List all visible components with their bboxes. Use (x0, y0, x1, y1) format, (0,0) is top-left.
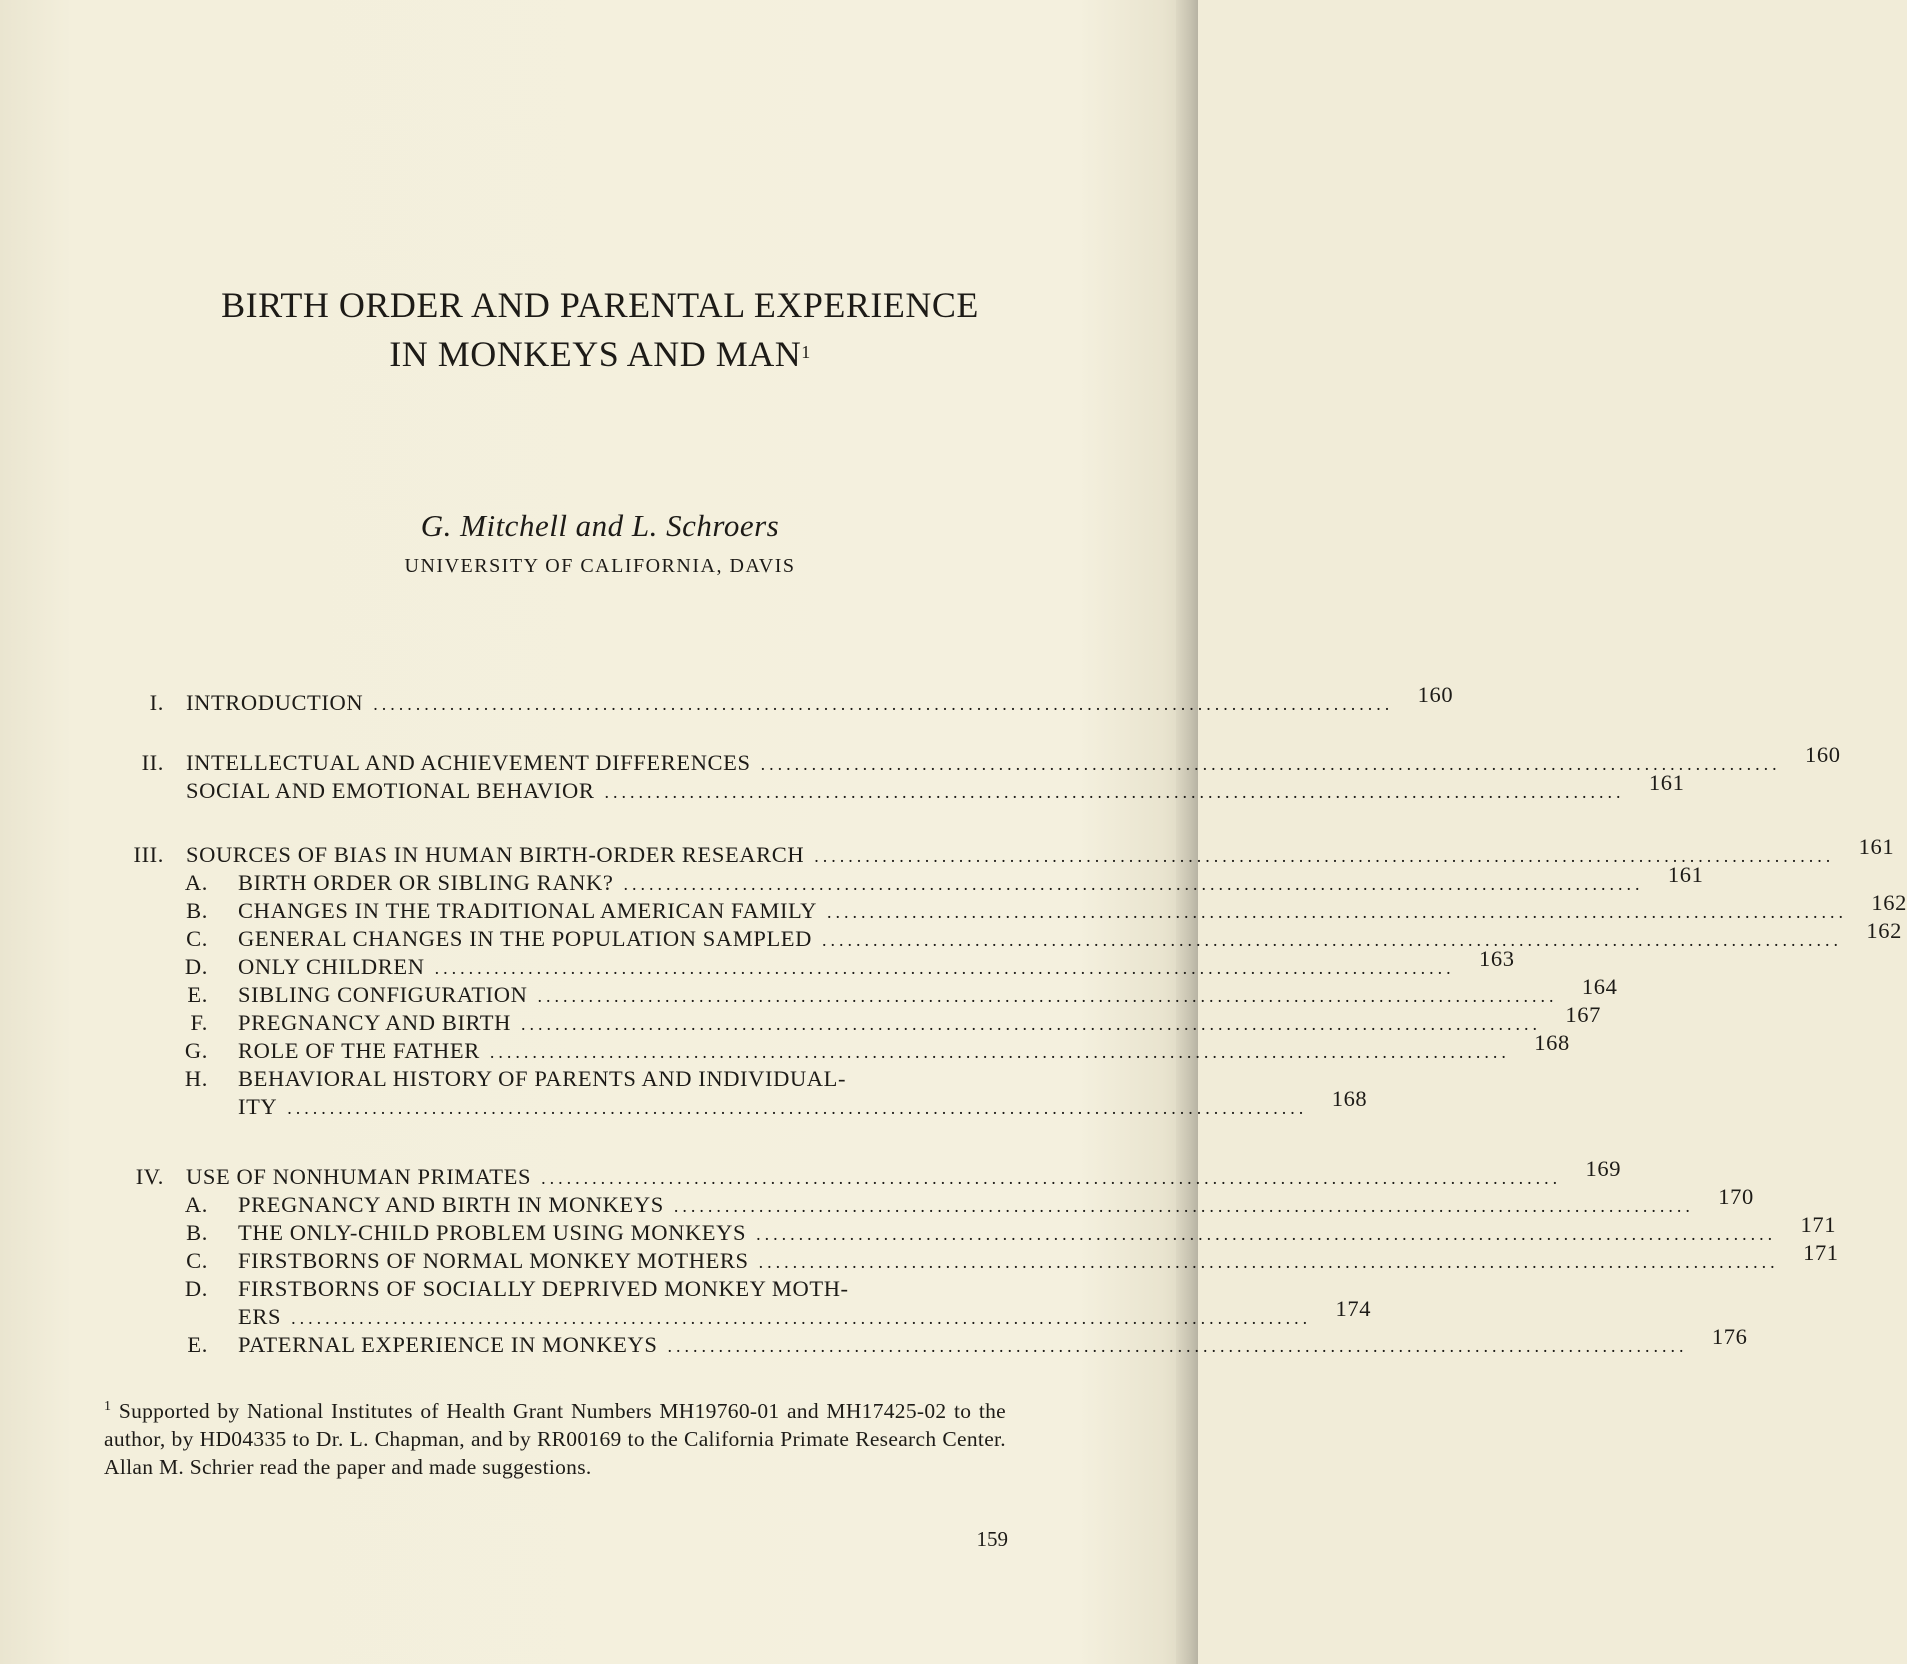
toc-leader-dots: ........................................................................................................................ (541, 1168, 1562, 1188)
toc-entry-page: 162 (1866, 918, 1902, 943)
toc-entry-number: H. (184, 1066, 208, 1091)
toc-entry-title: ONLY CHILDREN (238, 954, 425, 979)
toc-entry-page: 168 (1534, 1030, 1570, 1055)
title-line-2 (100, 328, 1100, 380)
toc-entry (124, 918, 1902, 956)
toc-leader-dots: ........................................................................................................................ (623, 874, 1644, 894)
toc-entry-number: A. (184, 870, 208, 895)
toc-entry-label (186, 742, 1841, 776)
toc-entry-label (186, 1156, 1622, 1190)
toc-entry-title: BIRTH ORDER OR SIBLING RANK? (238, 870, 614, 895)
toc-entry-title: PREGNANCY AND BIRTH IN MONKEYS (238, 1192, 664, 1217)
page-number: 159 (976, 1527, 1008, 1551)
toc-entry-title: SIBLING CONFIGURATION (238, 982, 528, 1007)
toc-entry-title: THE ONLY-CHILD PROBLEM USING MONKEYS (238, 1220, 747, 1245)
toc-entry-title: INTELLECTUAL AND ACHIEVEMENT DIFFERENCES (186, 750, 751, 775)
toc-entry-title: USE OF NONHUMAN PRIMATES (186, 1164, 532, 1189)
toc-entry-label (238, 1212, 1837, 1246)
toc-leader-dots: ........................................................................................................................ (814, 846, 1835, 866)
footnote-mark: 1 (104, 1399, 112, 1414)
toc-entry-label (238, 862, 1704, 896)
toc-entry-title: CHANGES IN THE TRADITIONAL AMERICAN FAMILY (238, 898, 817, 923)
toc-leader-dots: ........................................................................................................................ (489, 1042, 1510, 1062)
toc-entry (124, 862, 1704, 900)
toc-entry-number: D. (184, 1276, 208, 1301)
toc-entry (124, 890, 1907, 928)
toc-entry-label (238, 1240, 1839, 1274)
toc-entry-label (186, 834, 1895, 868)
toc-entry-number: D. (184, 954, 208, 979)
toc-leader-dots: ........................................................................................................................ (756, 1224, 1777, 1244)
toc-entry (124, 682, 1454, 720)
toc-leader-dots: ........................................................................................................................ (373, 694, 1394, 714)
toc-entry (124, 1030, 1570, 1068)
toc-entry (124, 834, 1895, 872)
toc-entry (124, 1296, 1372, 1334)
toc-entry-title: BEHAVIORAL HISTORY OF PARENTS AND INDIVIDUAL- (238, 1066, 847, 1091)
toc-leader-dots: ........................................................................................................................ (537, 986, 1558, 1006)
toc-leader-dots: ........................................................................................................................ (758, 1252, 1779, 1272)
toc-entry-label (238, 1066, 950, 1092)
toc-leader-dots: ........................................................................................................................ (821, 930, 1842, 950)
toc-entry-number: A. (184, 1192, 208, 1217)
toc-entry (124, 1002, 1601, 1040)
authors: G. Mitchell and L. Schroers (420, 508, 780, 543)
toc-leader-dots: ........................................................................................................................ (667, 1336, 1688, 1356)
toc-entry-label (238, 1086, 1368, 1120)
title-footnote-mark: 1 (801, 342, 811, 362)
toc-entry-title: SOURCES OF BIAS IN HUMAN BIRTH-ORDER RESEARCH (186, 842, 805, 867)
toc-entry (124, 946, 1515, 984)
toc-entry (124, 770, 1685, 808)
toc-entry-page: 171 (1803, 1240, 1839, 1265)
toc-entry-title: PATERNAL EXPERIENCE IN MONKEYS (238, 1332, 658, 1357)
toc-entry-label (238, 1276, 950, 1302)
toc-entry-page: 176 (1711, 1324, 1748, 1349)
toc-entry-number: IV. (135, 1164, 164, 1189)
toc-entry-page: 163 (1479, 946, 1515, 971)
toc-entry-page: 161 (1858, 834, 1895, 859)
footnote (104, 1393, 1006, 1481)
toc-entry (124, 1212, 1837, 1250)
toc-leader-dots: ........................................................................................................................ (604, 782, 1625, 802)
toc-leader-dots: ........................................................................................................................ (760, 754, 1781, 774)
toc-entry-number: B. (186, 1220, 208, 1245)
toc-entry-number: B. (186, 898, 208, 923)
toc-entry-label (238, 1296, 1372, 1330)
toc-entry-page: 171 (1800, 1212, 1837, 1237)
toc-entry (124, 742, 1841, 780)
toc-entry-title: ITY (238, 1094, 278, 1119)
toc-entry-page: 174 (1335, 1296, 1372, 1321)
toc-leader-dots: ........................................................................................................................ (520, 1014, 1541, 1034)
toc-entry (124, 1184, 1754, 1222)
toc-entry-number: E. (187, 982, 208, 1007)
toc-entry-label (238, 1002, 1601, 1036)
affiliation: UNIVERSITY OF CALIFORNIA, DAVIS (404, 555, 796, 577)
toc-entry-page: 160 (1805, 742, 1841, 767)
toc-entry-page: 169 (1585, 1156, 1622, 1181)
toc-entry-label (238, 946, 1515, 980)
toc-entry-label (186, 682, 1454, 716)
toc-entry-page: 167 (1565, 1002, 1601, 1027)
toc-leader-dots: ........................................................................................................................ (291, 1308, 1312, 1328)
toc-entry-number: C. (186, 1248, 208, 1273)
footnote-text: Supported by National Institutes of Health Grant Numbers MH19760-01 and MH17425-02 to the author, by HD04335 to Dr. L. Chapman, and by RR00169 to the California Primate Research Center. Allan M. Schrier read the paper and made suggestions. (104, 1399, 1006, 1480)
toc-entry-label (238, 1030, 1570, 1064)
title-line-1: BIRTH ORDER AND PARENTAL EXPERIENCE (221, 285, 979, 325)
toc-entry-page: 170 (1718, 1184, 1754, 1209)
toc-entry-page: 164 (1581, 974, 1618, 999)
toc-entry-title: PREGNANCY AND BIRTH (238, 1010, 511, 1035)
toc-entry-page: 168 (1331, 1086, 1368, 1111)
toc-entry-number: II. (141, 750, 164, 775)
toc-entry-page: 161 (1667, 862, 1704, 887)
toc-entry-title: INTRODUCTION (186, 690, 364, 715)
toc-entry-title: ROLE OF THE FATHER (238, 1038, 480, 1063)
toc-leader-dots: ........................................................................................................................ (434, 958, 1455, 978)
page-edge (1176, 0, 1198, 1664)
toc-entry-number: C. (186, 926, 208, 951)
toc-entry-number: F. (190, 1010, 208, 1035)
toc-leader-dots: ........................................................................................................................ (287, 1098, 1308, 1118)
toc-entry-label (238, 1324, 1748, 1358)
toc-entry-number: III. (133, 842, 164, 867)
toc-entry-number: G. (184, 1038, 208, 1063)
toc-entry-label (238, 1184, 1754, 1218)
toc-entry (124, 1066, 950, 1096)
toc-entry (124, 974, 1618, 1012)
toc-entry-label (238, 974, 1618, 1008)
toc-entry (124, 1324, 1748, 1362)
title-line-2-text: IN MONKEYS AND MAN (389, 334, 802, 374)
toc-entry-label (238, 918, 1902, 952)
toc-leader-dots: ........................................................................................................................ (673, 1196, 1694, 1216)
toc-entry-title: ERS (238, 1304, 282, 1329)
toc-entry-number: E. (187, 1332, 208, 1357)
toc-entry-page: 162 (1871, 890, 1907, 915)
toc-entry-page: 160 (1417, 682, 1454, 707)
toc-entry (124, 1156, 1622, 1194)
toc-entry-title: GENERAL CHANGES IN THE POPULATION SAMPLED (238, 926, 812, 951)
toc-entry-title: FIRSTBORNS OF SOCIALLY DEPRIVED MONKEY MOTH- (238, 1276, 849, 1301)
toc-entry (124, 1276, 950, 1306)
toc-entry (124, 1240, 1839, 1278)
toc-entry-title: FIRSTBORNS OF NORMAL MONKEY MOTHERS (238, 1248, 749, 1273)
toc-entry (124, 1086, 1368, 1124)
toc-entry-label (238, 890, 1907, 924)
toc-leader-dots: ........................................................................................................................ (826, 902, 1847, 922)
toc-entry-number: I. (149, 690, 164, 715)
toc-entry-label (186, 770, 1685, 804)
toc-entry-title: SOCIAL AND EMOTIONAL BEHAVIOR (186, 778, 595, 803)
toc-entry-page: 161 (1648, 770, 1685, 795)
